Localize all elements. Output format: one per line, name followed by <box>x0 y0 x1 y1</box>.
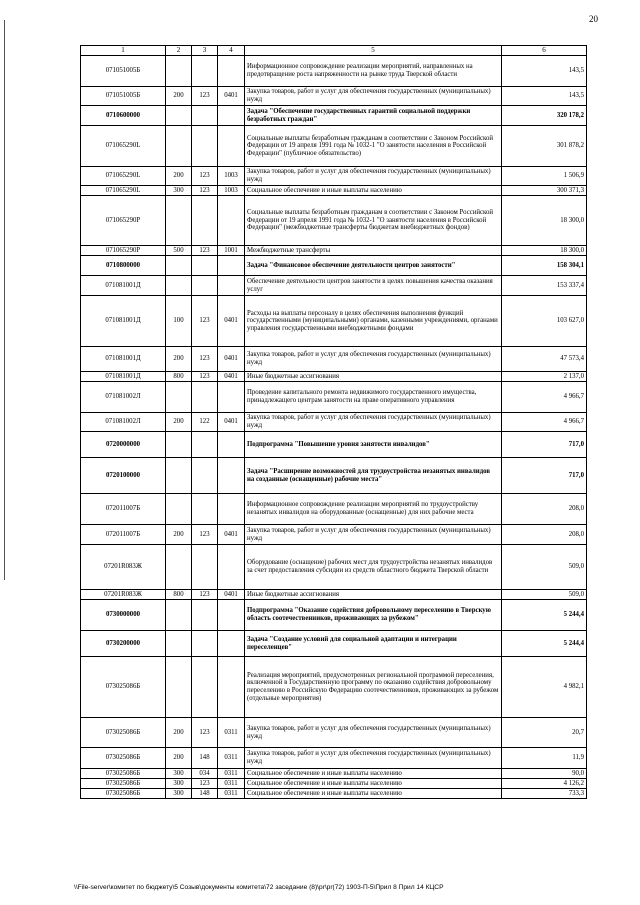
section-cell <box>218 56 245 87</box>
code-cell: 071065290Р <box>81 196 166 246</box>
code-cell: 071081001Д <box>81 276 166 296</box>
admin-cell <box>192 256 218 276</box>
description-cell: Социальное обеспечение и иные выплаты населению <box>245 186 502 196</box>
admin-cell <box>192 545 218 590</box>
type-cell: 200 <box>166 413 192 432</box>
code-cell: 07201R083Ж <box>81 545 166 590</box>
section-cell <box>218 494 245 525</box>
code-cell: 071065290L <box>81 186 166 196</box>
description-cell: Закупка товаров, работ и услуг для обеспечения государственных (муниципальных) нужд <box>245 87 502 106</box>
amount-cell: 4 966,7 <box>502 382 587 413</box>
section-cell <box>218 196 245 246</box>
amount-cell: 1 506,9 <box>502 167 587 186</box>
description-cell: Социальное обеспечение и иные выплаты населению <box>245 789 502 799</box>
description-cell: Межбюджетные трансферты <box>245 246 502 256</box>
amount-cell: 20,7 <box>502 718 587 748</box>
type-cell: 300 <box>166 779 192 789</box>
code-cell: 073025086Б <box>81 718 166 748</box>
table-row <box>81 494 587 525</box>
amount-cell: 4 982,1 <box>502 657 587 718</box>
description-cell: Закупка товаров, работ и услуг для обеспечения государственных (муниципальных) нужд <box>245 347 502 372</box>
header-cell-6: 6 <box>502 46 587 56</box>
section-cell <box>218 382 245 413</box>
code-cell: 07201R083Ж <box>81 590 166 600</box>
scan-edge-mark <box>4 20 7 580</box>
code-cell: 0720000000 <box>81 432 166 458</box>
admin-cell <box>192 382 218 413</box>
table-row <box>81 276 587 296</box>
table-row <box>81 600 587 631</box>
section-cell: 0311 <box>218 789 245 799</box>
amount-cell: 733,3 <box>502 789 587 799</box>
table-row <box>81 186 587 196</box>
type-cell <box>166 494 192 525</box>
table-row <box>81 87 587 106</box>
admin-cell <box>192 196 218 246</box>
amount-cell: 4 966,7 <box>502 413 587 432</box>
section-cell: 0311 <box>218 718 245 748</box>
type-cell: 300 <box>166 186 192 196</box>
admin-cell <box>192 126 218 167</box>
file-path-footer: \\File-server\комитет по бюджету\5 Созыв\документы комитета\72 заседание (8)\pr\pr(72) 1903-П-5\Прил 8 Прил 14 КЦСР <box>74 884 444 891</box>
admin-cell: 123 <box>192 590 218 600</box>
admin-cell <box>192 657 218 718</box>
section-cell: 0311 <box>218 779 245 789</box>
code-cell: 0730000000 <box>81 600 166 631</box>
description-cell: Обеспечение деятельности центров занятости в целях повышения качества оказания услуг <box>245 276 502 296</box>
admin-cell: 122 <box>192 413 218 432</box>
section-cell: 0401 <box>218 590 245 600</box>
table-row <box>81 56 587 87</box>
section-cell: 0311 <box>218 748 245 769</box>
admin-cell: 034 <box>192 769 218 779</box>
type-cell <box>166 196 192 246</box>
type-cell <box>166 657 192 718</box>
admin-cell <box>192 494 218 525</box>
description-cell: Закупка товаров, работ и услуг для обеспечения государственных (муниципальных) нужд <box>245 718 502 748</box>
code-cell: 073025086Б <box>81 748 166 769</box>
table-row <box>81 196 587 246</box>
admin-cell: 123 <box>192 296 218 347</box>
description-cell: Задача "Расширение возможностей для трудоустройства незанятых инвалидов на созданные (оснащенные) рабочие места" <box>245 458 502 494</box>
amount-cell: 143,5 <box>502 87 587 106</box>
description-cell: Проведение капитального ремонта недвижимого государственного имущества, принадлежащего центрам занятости на праве оперативного управления <box>245 382 502 413</box>
section-cell: 0401 <box>218 87 245 106</box>
section-cell <box>218 631 245 657</box>
type-cell: 100 <box>166 296 192 347</box>
section-cell <box>218 256 245 276</box>
type-cell <box>166 458 192 494</box>
type-cell: 300 <box>166 789 192 799</box>
table-row <box>81 769 587 779</box>
table-row <box>81 382 587 413</box>
table-row <box>81 167 587 186</box>
description-cell: Закупка товаров, работ и услуг для обеспечения государственных (муниципальных) нужд <box>245 167 502 186</box>
amount-cell: 2 137,0 <box>502 372 587 382</box>
description-cell: Информационное сопровождение реализации мероприятий, направленных на предотвращение роста напряженности на рынке труда Тверской области <box>245 56 502 87</box>
type-cell: 300 <box>166 769 192 779</box>
type-cell: 800 <box>166 372 192 382</box>
description-cell: Социальные выплаты безработным гражданам в соответствии с Законом Российской Федерации от 19 апреля 1991 года № 1032-1 "О занятости населения в Российской Федерации" (межбюджетные трансферты бюджетам внебюджетных фондов) <box>245 196 502 246</box>
section-cell: 1003 <box>218 186 245 196</box>
code-cell: 0720100000 <box>81 458 166 494</box>
amount-cell: 509,0 <box>502 590 587 600</box>
table-row <box>81 413 587 432</box>
table-row <box>81 372 587 382</box>
type-cell: 500 <box>166 246 192 256</box>
header-cell-1: 1 <box>81 46 166 56</box>
description-cell: Задача "Финансовое обеспечение деятельности центров занятости" <box>245 256 502 276</box>
code-cell: 071081001Д <box>81 347 166 372</box>
table-row <box>81 458 587 494</box>
description-cell: Реализация мероприятий, предусмотренных региональной программой переселения, включенной в Государственную программу по оказанию содействия добровольному переселению в Российскую Федерацию соотечественников, проживающих за рубежом (отдельные мероприятия) <box>245 657 502 718</box>
type-cell: 200 <box>166 525 192 545</box>
section-cell <box>218 545 245 590</box>
section-cell <box>218 458 245 494</box>
type-cell <box>166 382 192 413</box>
type-cell <box>166 126 192 167</box>
description-cell: Оборудование (оснащение) рабочих мест для трудоустройства незанятых инвалидов за счет предоставления субсидии из средств областного бюджета Тверской области <box>245 545 502 590</box>
admin-cell: 123 <box>192 347 218 372</box>
section-cell: 0401 <box>218 372 245 382</box>
admin-cell: 123 <box>192 525 218 545</box>
amount-cell: 18 300,0 <box>502 196 587 246</box>
amount-cell: 4 126,2 <box>502 779 587 789</box>
type-cell <box>166 276 192 296</box>
type-cell <box>166 600 192 631</box>
description-cell: Иные бюджетные ассигнования <box>245 372 502 382</box>
admin-cell <box>192 432 218 458</box>
type-cell <box>166 545 192 590</box>
section-cell <box>218 126 245 167</box>
admin-cell: 123 <box>192 186 218 196</box>
section-cell: 0401 <box>218 347 245 372</box>
description-cell: Закупка товаров, работ и услуг для обеспечения государственных (муниципальных) нужд <box>245 413 502 432</box>
description-cell: Социальные выплаты безработным гражданам в соответствии с Законом Российской Федерации от 19 апреля 1991 года № 1032-1 "О занятости населения в Российской Федерации" (публичное обязательство) <box>245 126 502 167</box>
table-row <box>81 789 587 799</box>
code-cell: 073025086Б <box>81 769 166 779</box>
admin-cell <box>192 276 218 296</box>
section-cell: 1001 <box>218 246 245 256</box>
code-cell: 072011007Б <box>81 525 166 545</box>
amount-cell: 11,9 <box>502 748 587 769</box>
type-cell: 200 <box>166 167 192 186</box>
code-cell: 0710800000 <box>81 256 166 276</box>
section-cell <box>218 432 245 458</box>
amount-cell: 300 371,3 <box>502 186 587 196</box>
code-cell: 073025086Б <box>81 789 166 799</box>
page-number: 20 <box>589 14 598 24</box>
code-cell: 0730200000 <box>81 631 166 657</box>
section-cell: 1003 <box>218 167 245 186</box>
table-body <box>81 46 587 799</box>
section-cell: 0401 <box>218 413 245 432</box>
type-cell <box>166 256 192 276</box>
admin-cell: 123 <box>192 718 218 748</box>
code-cell: 071081001Д <box>81 296 166 347</box>
table-row <box>81 631 587 657</box>
type-cell <box>166 432 192 458</box>
amount-cell: 717,0 <box>502 432 587 458</box>
table-row <box>81 256 587 276</box>
table-row <box>81 347 587 372</box>
description-cell: Задача "Обеспечение государственных гарантий социальной поддержки безработных граждан" <box>245 106 502 126</box>
admin-cell: 148 <box>192 748 218 769</box>
type-cell <box>166 106 192 126</box>
admin-cell: 123 <box>192 167 218 186</box>
amount-cell: 509,0 <box>502 545 587 590</box>
description-cell: Социальное обеспечение и иные выплаты населению <box>245 779 502 789</box>
amount-cell: 717,0 <box>502 458 587 494</box>
code-cell: 071065290L <box>81 126 166 167</box>
table-row <box>81 296 587 347</box>
admin-cell: 123 <box>192 779 218 789</box>
admin-cell: 123 <box>192 372 218 382</box>
code-cell: 071081002Л <box>81 382 166 413</box>
section-cell: 0311 <box>218 769 245 779</box>
code-cell: 0710600000 <box>81 106 166 126</box>
code-cell: 073025086Б <box>81 657 166 718</box>
section-cell <box>218 276 245 296</box>
code-cell: 073025086Б <box>81 779 166 789</box>
code-cell: 071065290L <box>81 167 166 186</box>
type-cell: 200 <box>166 87 192 106</box>
table-row <box>81 545 587 590</box>
table-row <box>81 432 587 458</box>
admin-cell: 123 <box>192 87 218 106</box>
type-cell: 800 <box>166 590 192 600</box>
type-cell: 200 <box>166 748 192 769</box>
code-cell: 071081002Л <box>81 413 166 432</box>
amount-cell: 158 304,1 <box>502 256 587 276</box>
section-cell <box>218 657 245 718</box>
type-cell: 200 <box>166 718 192 748</box>
type-cell <box>166 56 192 87</box>
amount-cell: 5 244,4 <box>502 631 587 657</box>
description-cell: Закупка товаров, работ и услуг для обеспечения государственных (муниципальных) нужд <box>245 525 502 545</box>
amount-cell: 18 300,0 <box>502 246 587 256</box>
amount-cell: 103 627,0 <box>502 296 587 347</box>
table-header-row <box>81 46 587 56</box>
admin-cell <box>192 600 218 631</box>
amount-cell: 208,0 <box>502 525 587 545</box>
section-cell: 0401 <box>218 525 245 545</box>
table-row <box>81 246 587 256</box>
amount-cell: 90,0 <box>502 769 587 779</box>
admin-cell: 123 <box>192 246 218 256</box>
description-cell: Закупка товаров, работ и услуг для обеспечения государственных (муниципальных) нужд <box>245 748 502 769</box>
table-row <box>81 657 587 718</box>
table-row <box>81 590 587 600</box>
table-row <box>81 525 587 545</box>
budget-table <box>80 45 587 799</box>
code-cell: 071051005Б <box>81 87 166 106</box>
table-row <box>81 718 587 748</box>
type-cell <box>166 631 192 657</box>
code-cell: 071065290Р <box>81 246 166 256</box>
header-cell-2: 2 <box>166 46 192 56</box>
section-cell <box>218 106 245 126</box>
section-cell: 0401 <box>218 296 245 347</box>
header-cell-3: 3 <box>192 46 218 56</box>
table-row <box>81 779 587 789</box>
amount-cell: 301 878,2 <box>502 126 587 167</box>
section-cell <box>218 600 245 631</box>
description-cell: Подпрограмма "Оказание содействия добровольному переселению в Тверскую область соотечественников, проживающих за рубежом" <box>245 600 502 631</box>
code-cell: 071081001Д <box>81 372 166 382</box>
amount-cell: 5 244,4 <box>502 600 587 631</box>
table-row <box>81 748 587 769</box>
description-cell: Социальное обеспечение и иные выплаты населению <box>245 769 502 779</box>
amount-cell: 143,5 <box>502 56 587 87</box>
description-cell: Иные бюджетные ассигнования <box>245 590 502 600</box>
code-cell: 071051005Б <box>81 56 166 87</box>
amount-cell: 208,0 <box>502 494 587 525</box>
amount-cell: 320 178,2 <box>502 106 587 126</box>
admin-cell: 148 <box>192 789 218 799</box>
admin-cell <box>192 56 218 87</box>
table-row <box>81 106 587 126</box>
admin-cell <box>192 106 218 126</box>
header-cell-5: 5 <box>245 46 502 56</box>
type-cell: 200 <box>166 347 192 372</box>
amount-cell: 47 573,4 <box>502 347 587 372</box>
header-cell-4: 4 <box>218 46 245 56</box>
admin-cell <box>192 458 218 494</box>
description-cell: Задача "Создание условий для социальной адаптации и интеграции переселенцев" <box>245 631 502 657</box>
code-cell: 072011007Б <box>81 494 166 525</box>
description-cell: Подпрограмма "Повышение уровня занятости инвалидов" <box>245 432 502 458</box>
amount-cell: 153 337,4 <box>502 276 587 296</box>
admin-cell <box>192 631 218 657</box>
description-cell: Расходы на выплаты персоналу в целях обеспечения выполнения функций государственными (муниципальными) органами, казенными учреждениями, органами управления государственными внебюджетными фондами <box>245 296 502 347</box>
description-cell: Информационное сопровождение реализации мероприятий по трудоустройству незанятых инвалидов на оборудованные (оснащенные) для них рабочие места <box>245 494 502 525</box>
table-row <box>81 126 587 167</box>
